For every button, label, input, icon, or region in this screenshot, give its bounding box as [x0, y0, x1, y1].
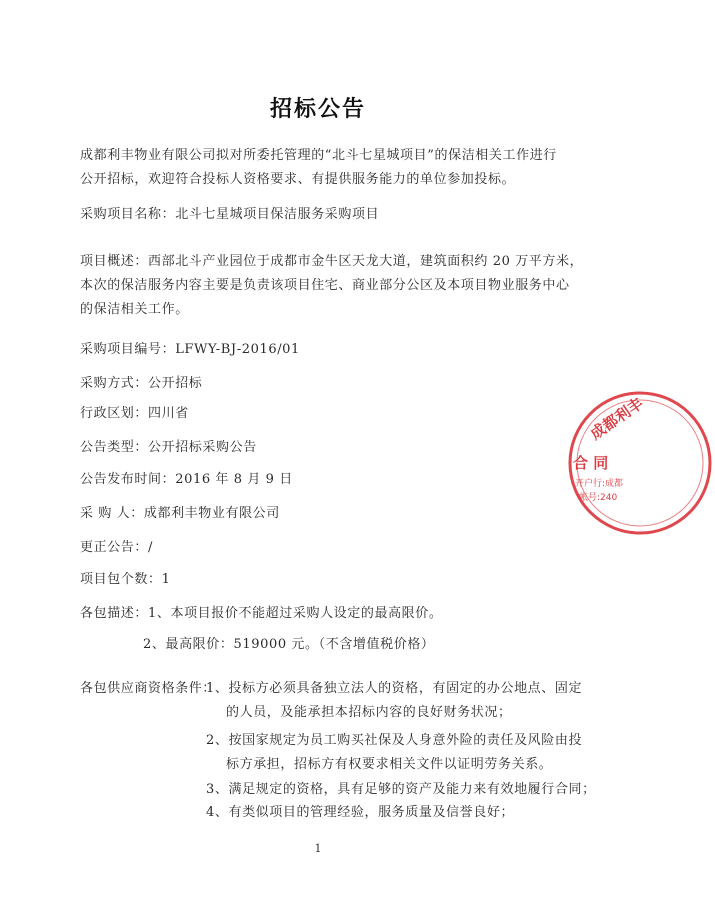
- company-seal-stamp: [565, 388, 715, 538]
- qualification-label: 各包供应商资格条件：: [80, 681, 217, 696]
- seal-top-text: 成都利丰: [586, 394, 647, 444]
- qualification-item-2a: 2、按国家规定为员工购买社保及人身意外险的责任及风险由投: [206, 733, 583, 748]
- field-purchaser-text: 采 购 人：成都利丰物业有限公司: [80, 506, 280, 521]
- overview-paragraph: [80, 250, 584, 322]
- field-notice-type: [80, 436, 580, 460]
- page-number: 1: [314, 842, 322, 855]
- qualification-item-3: 3、满足规定的资格，具有足够的资产及能力来有效地履行合同；: [206, 782, 596, 797]
- seal-middle-text: 合 同: [573, 454, 609, 472]
- field-package-count: [80, 568, 580, 592]
- package-line-2: 2、最高限价：519000 元。（不含增值税价格）: [143, 637, 435, 652]
- field-correction-text: 更正公告：/: [80, 540, 153, 555]
- field-publish-date-text: 公告发布时间：2016 年 8 月 9 日: [80, 472, 293, 487]
- intro-line-2: 公开招标，欢迎符合投标人资格要求、有提供服务能力的单位参加投标。: [80, 172, 516, 187]
- intro-paragraph: [80, 144, 580, 192]
- project-name-text: 采购项目名称：北斗七星城项目保洁服务采购项目: [80, 207, 380, 222]
- overview-line-1: 项目概述：西部北斗产业园位于成都市金牛区天龙大道，建筑面积约 20 万平方米，: [80, 254, 584, 269]
- qualification-item-1a: 1、投标方必须具备独立法人的资格，有固定的办公地点、固定: [206, 681, 583, 696]
- seal-lower-text-1: 开户行:成都: [575, 479, 624, 489]
- field-project-no-text: 采购项目编号：LFWY-BJ-2016/01: [80, 342, 300, 357]
- seal-lower-text-2: 帐号:240: [579, 493, 618, 503]
- project-name: [80, 203, 580, 227]
- field-method-text: 采购方式：公开招标: [80, 376, 203, 391]
- qualification-item-2b: 标方承担，招标方有权要求相关文件以证明劳务关系。: [226, 757, 553, 772]
- field-method: [80, 372, 580, 396]
- field-region-text: 行政区划：四川省: [80, 406, 189, 421]
- intro-line-1: 成都利丰物业有限公司拟对所委托管理的“北斗七星城项目”的保洁相关工作进行: [80, 148, 557, 163]
- field-region: [80, 402, 580, 426]
- overview-line-3: 的保洁相关工作。: [80, 302, 189, 317]
- field-package-count-text: 项目包个数：1: [80, 572, 171, 587]
- field-project-no: [80, 338, 580, 362]
- package-line-1: 各包描述：1、本项目报价不能超过采购人设定的最高限价。: [80, 606, 443, 621]
- page-title: 招标公告: [269, 97, 366, 122]
- overview-line-2: 本次的保洁服务内容主要是负责该项目住宅、商业部分公区及本项目物业服务中心: [80, 278, 570, 293]
- field-correction: [80, 536, 580, 560]
- qualification-item-4: 4、有类似项目的管理经验，服务质量及信誉良好；: [206, 805, 515, 820]
- package-description: [80, 602, 580, 626]
- field-notice-type-text: 公告类型：公开招标采购公告: [80, 440, 257, 455]
- field-purchaser: [80, 502, 580, 526]
- qualification-item-1b: 的人员，及能承担本招标内容的良好财务状况；: [226, 705, 512, 720]
- field-publish-date: [80, 468, 580, 492]
